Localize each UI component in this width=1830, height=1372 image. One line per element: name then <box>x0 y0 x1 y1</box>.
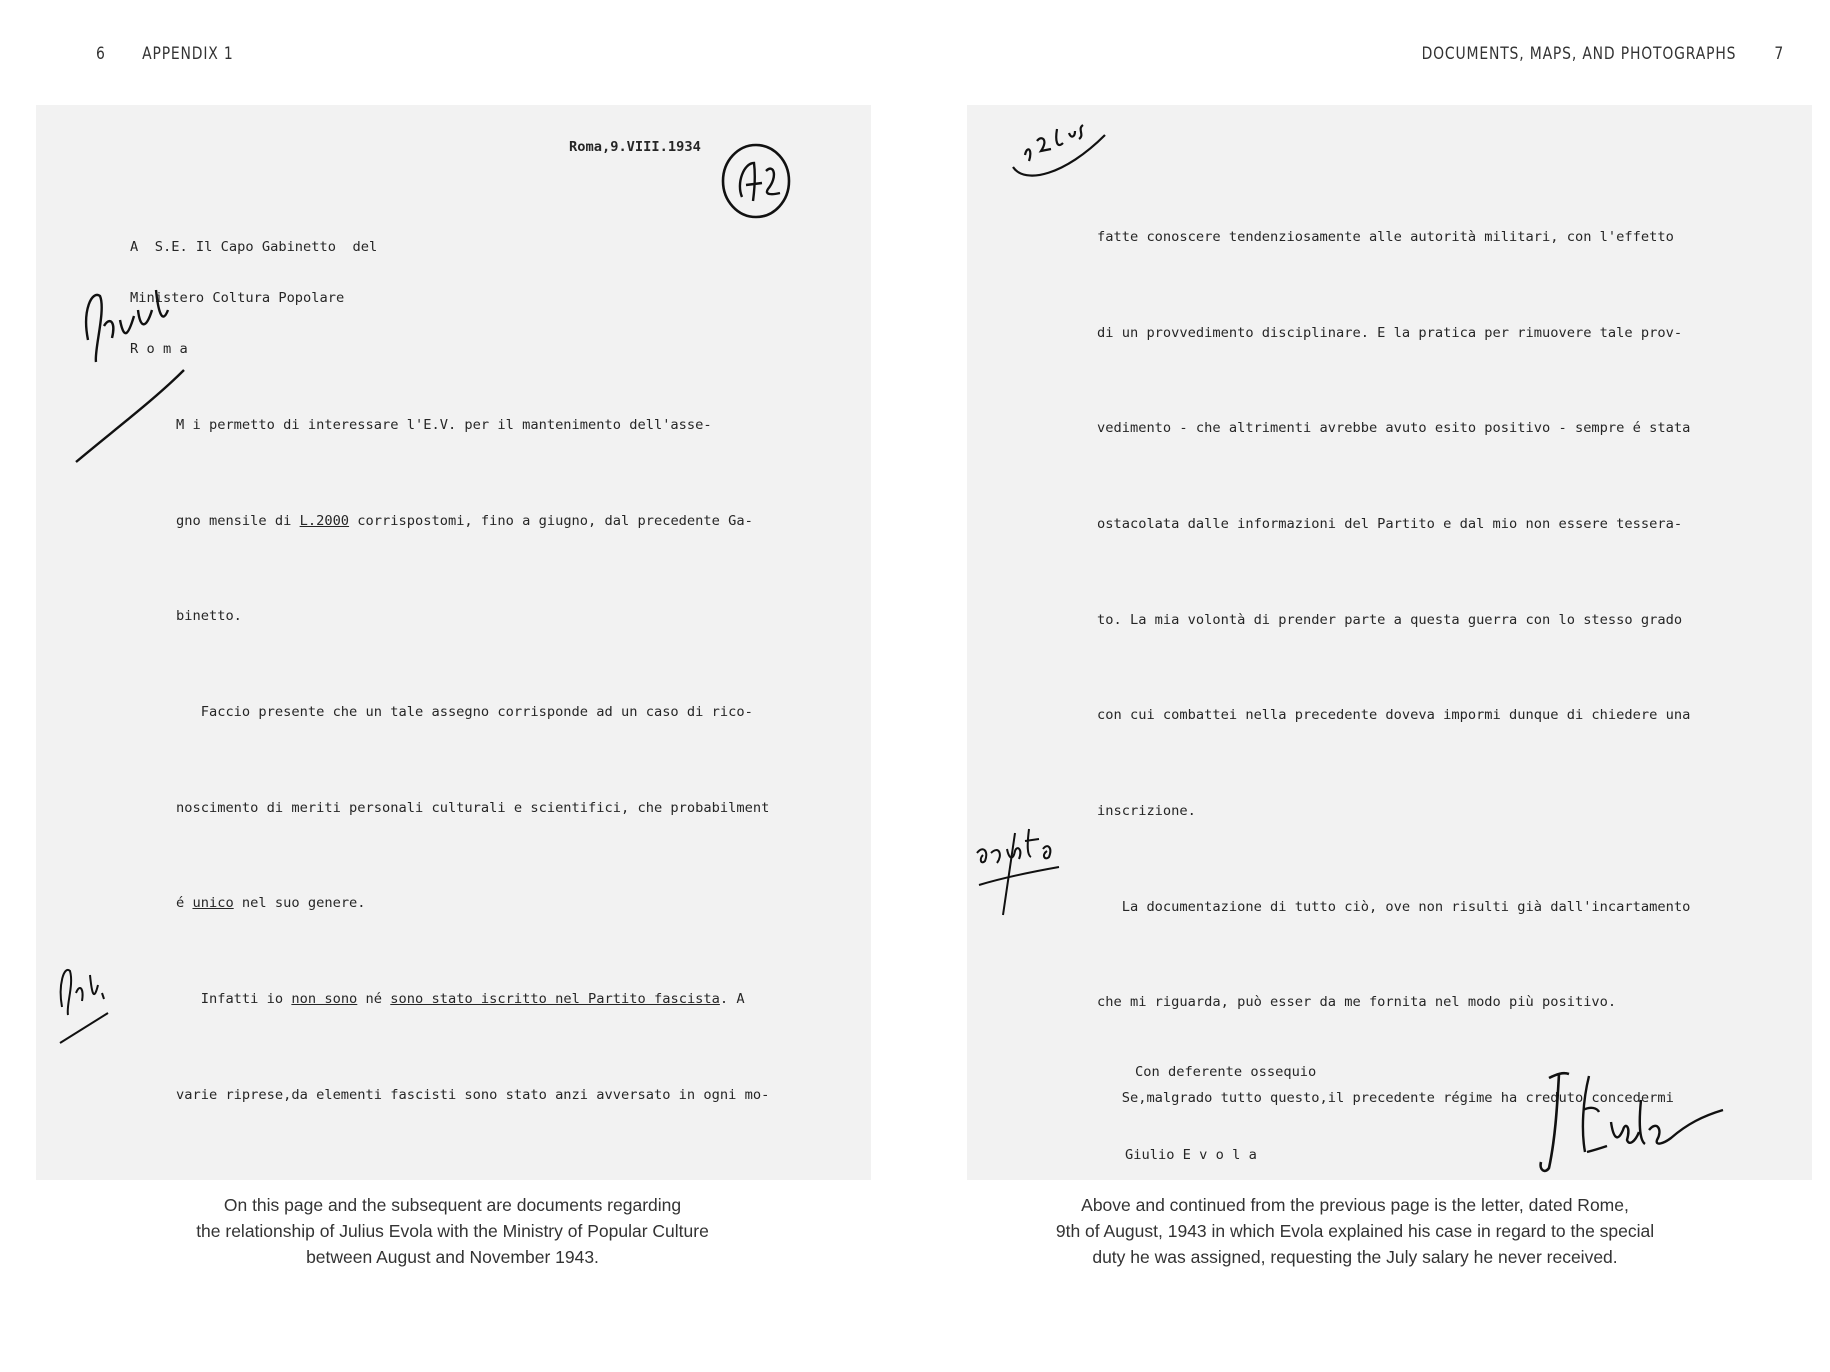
typed-text: La documentazione di tutto ciò, ove non risulti già dall'incartamento <box>1097 898 1691 915</box>
typed-line <box>176 506 769 538</box>
typed-text: varie riprese,da elementi fascisti sono stato anzi avversato in ogni mo- <box>176 1086 770 1103</box>
sender-line: Giulio E v o l a <box>1125 1147 1257 1163</box>
typed-text: nel suo genere. <box>233 895 366 912</box>
typed-line <box>1097 796 1690 828</box>
typed-text: di un provvedimento disciplinare. E la pratica per rimuovere tale prov- <box>1097 324 1683 341</box>
underlined-text: unico <box>192 895 234 912</box>
typed-text: binetto. <box>176 608 242 625</box>
left-running-head <box>96 44 234 64</box>
typed-text: ostacolata dalle informazioni del Partito e dal mio non essere tessera- <box>1097 515 1683 532</box>
typed-line <box>1097 700 1690 732</box>
letter-closing: Con deferente ossequio <box>1135 1064 1317 1080</box>
typed-line <box>176 601 769 633</box>
typed-text: inscrizione. <box>1097 803 1196 820</box>
typed-text: vedimento - che altrimenti avrebbe avuto esito positivo - sempre é stata <box>1097 420 1691 437</box>
typed-text: né <box>357 991 391 1008</box>
protocol-number-stamp <box>696 133 814 225</box>
right-caption <box>1025 1192 1685 1270</box>
typed-text: Faccio presente che un tale assegno corrisponde ad un caso di rico- <box>176 703 753 720</box>
letter-sender-block <box>1125 1113 1331 1180</box>
left-caption <box>140 1192 765 1270</box>
typed-text: M i permetto di interessare l'E.V. per il mantenimento dell'asse- <box>176 416 712 433</box>
underlined-text: L.2000 <box>299 512 350 529</box>
handwritten-margin-note-top <box>64 230 194 470</box>
typed-line <box>176 1175 769 1180</box>
right-folio: 7 <box>1774 44 1784 64</box>
typed-text: to. La mia volontà di prender parte a questa guerra con lo stesso grado <box>1097 611 1683 628</box>
caption-line: On this page and the subsequent are documents regarding <box>223 1195 682 1215</box>
typed-text: . A <box>719 991 745 1008</box>
left-running-head-title: APPENDIX 1 <box>142 44 234 64</box>
typed-line <box>176 984 769 1016</box>
caption-line: the relationship of Julius Evola with the Ministry of Popular Culture <box>196 1221 709 1241</box>
typed-text: gno mensile di <box>176 512 300 529</box>
letter-dateline: Roma,9.VIII.1934 <box>569 139 701 155</box>
typed-line <box>176 410 769 442</box>
typed-text: fatte conoscere tendenziosamente alle autorità militari, con l'effetto <box>1097 228 1674 245</box>
caption-line: between August and November 1943. <box>306 1247 599 1267</box>
letter-scan-page-2 <box>967 105 1812 1180</box>
right-running-head <box>1422 44 1784 64</box>
address-line: Ministero Coltura Popolare <box>130 290 345 306</box>
typed-line <box>1097 605 1690 637</box>
address-line: A S.E. Il Capo Gabinetto del <box>130 239 378 255</box>
underlined-text: non sono <box>291 991 358 1008</box>
underlined-text: sono stato iscritto nel Partito fascista <box>390 991 720 1008</box>
typed-line <box>176 1080 769 1112</box>
caption-line: Above and continued from the previous page is the letter, dated Rome, <box>1081 1195 1629 1215</box>
letter-scan-page-1 <box>36 105 871 1180</box>
typed-text: corrispostomi, fino a giugno, dal precedente Ga- <box>349 512 753 529</box>
typed-text: Se,malgrado tutto questo,il precedente régime ha creduto concedermi <box>1097 1090 1674 1107</box>
letter-body-page-2 <box>1097 158 1690 1180</box>
letter-body-page-1 <box>176 346 769 1180</box>
address-line: R o m a <box>130 341 188 357</box>
typed-line <box>1097 509 1690 541</box>
typed-line <box>176 888 769 920</box>
handwritten-margin-note-middle <box>969 815 1069 925</box>
typed-text: noscimento di meriti personali culturali e scientifici, che probabilment <box>176 799 770 816</box>
typed-line <box>1097 413 1690 445</box>
typed-line <box>1097 222 1690 254</box>
right-page <box>915 0 1830 1372</box>
caption-line: 9th of August, 1943 in which Evola explained his case in regard to the special <box>1055 1221 1655 1241</box>
typed-line <box>1097 987 1690 1019</box>
typed-text: é <box>176 895 193 912</box>
caption-line: duty he was assigned, requesting the July salary he never received. <box>1092 1247 1618 1267</box>
handwritten-signature <box>1527 1060 1727 1180</box>
typed-text: con cui combattei nella precedente doveva impormi dunque di chiedere una <box>1097 707 1691 724</box>
typed-line <box>1097 892 1690 924</box>
left-folio: 6 <box>96 44 106 64</box>
typed-line <box>1097 318 1690 350</box>
typed-line <box>176 697 769 729</box>
handwritten-margin-note-bottom <box>46 935 126 1045</box>
typed-text: che mi riguarda, può esser da me fornita nel modo più positivo. <box>1097 994 1617 1011</box>
typed-line <box>176 793 769 825</box>
typed-text: Infatti io <box>176 991 292 1008</box>
right-running-head-title: DOCUMENTS, MAPS, AND PHOTOGRAPHS <box>1421 44 1737 64</box>
